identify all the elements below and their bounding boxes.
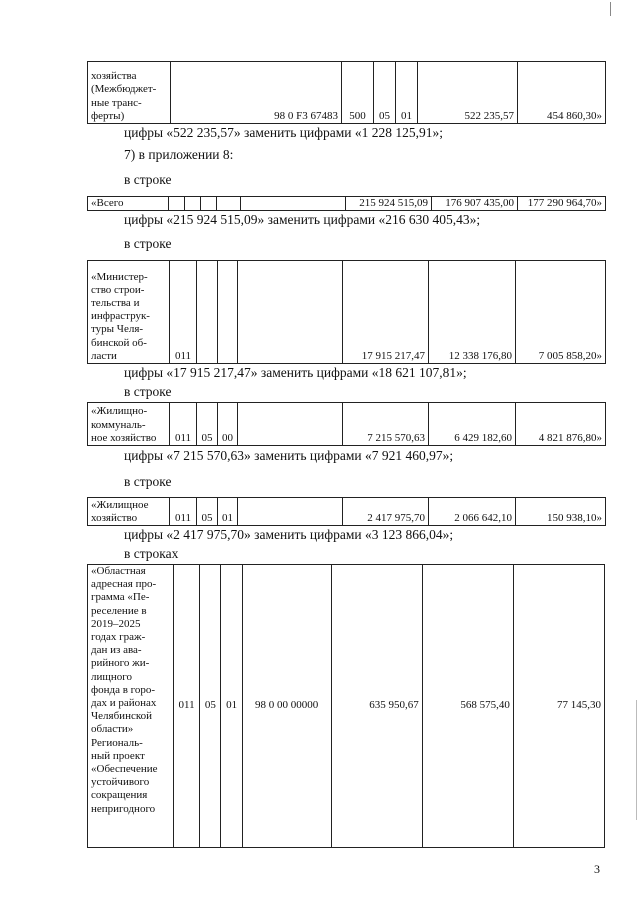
scan-mark [636,700,637,820]
gr-cell [170,498,197,526]
value-1-cell [418,62,518,124]
value-2-cell [429,403,516,446]
empty-cell [217,197,241,211]
value-2-cell [429,498,516,526]
value-1-cell [343,498,429,526]
pr-cell [218,498,238,526]
table-housing-utilities-row [87,402,606,446]
section-code: 05 [204,699,216,712]
value-2-cell [429,261,516,364]
subsection-code: 00 [222,431,233,444]
gr-cell [170,403,197,446]
value-2: 568 575,40 [460,699,510,712]
value-1-cell [343,403,429,446]
empty-cell [241,197,346,211]
row-name-cell [88,498,170,526]
empty-cell [185,197,201,211]
section-code: 05 [201,431,213,444]
paragraph-replace-3: цифры «17 915 217,47» заменить цифрами «18 621 107,81»; [124,365,467,380]
rz-cell [197,403,218,446]
value-2: 454 860,30» [547,109,602,122]
row-name: «Жилищное хозяйство [91,498,149,524]
value-2: 2 066 642,10 [454,511,512,524]
value-2-cell [518,62,606,124]
rz-cell [200,565,221,848]
row-name-cell [88,403,170,446]
empty-cell [169,197,185,211]
table-total-row [87,196,606,211]
pr-cell [396,62,418,124]
value-3: 177 290 964,70» [527,197,602,209]
paragraph-appendix-8: 7) в приложении 8: [124,147,234,162]
empty-cell [218,261,238,364]
value-2: 6 429 182,60 [454,431,512,444]
subsection-code: 01 [401,109,412,122]
row-name-cell [88,261,170,364]
value-1: 2 417 975,70 [367,511,425,524]
expense-type-code: 500 [349,109,366,122]
value-3-cell [516,403,606,446]
value-3: 4 821 876,80» [538,431,602,444]
gr-cell [173,565,199,848]
paragraph-in-row-3: в строке [124,384,172,399]
value-3-cell [518,197,606,211]
empty-cell [238,261,343,364]
row-name: «Министер- ство строи- тельства и инфраструк- туры Челя- бинской об- ласти [91,270,150,362]
value-3-cell [516,261,606,364]
vr-cell [342,62,374,124]
value-3-cell [513,565,604,848]
paragraph-replace-1: цифры «522 235,57» заменить цифрами «1 228 125,91»; [124,125,443,140]
pr-cell [218,403,238,446]
paragraph-replace-2: цифры «215 924 515,09» заменить цифрами «216 630 405,43»; [124,212,481,227]
rz-cell [197,498,218,526]
value-3: 77 145,30 [557,699,601,712]
rz-cell [374,62,396,124]
value-3-cell [516,498,606,526]
row-name-cell [88,62,171,124]
target-article-code: 98 0 F3 67483 [274,109,338,122]
subsection-code: 01 [226,699,238,712]
value-2-cell [432,197,518,211]
empty-cell [197,261,218,364]
row-name: «Областная адресная про- грамма «Пе- реселение в 2019–2025 годах граж- дан из ава- рийного жи- лищного фонда в горо- дах и районах Челябинской области» Региональ- ный проект «Обеспечение устойчивого сокращения непригодного [91,565,158,815]
value-1-cell [331,565,422,848]
value-2: 12 338 176,80 [448,349,512,362]
section-code: 05 [201,511,213,524]
target-article-cell [171,62,342,124]
paragraph-in-row-2: в строке [124,236,172,251]
paragraph-replace-4: цифры «7 215 570,63» заменить цифрами «7 921 460,97»; [124,448,454,463]
department-code: 011 [178,699,195,712]
value-1: 7 215 570,63 [367,431,425,444]
gr-cell [170,261,197,364]
value-2: 176 907 435,00 [445,197,514,209]
table-resettlement-program-row [87,564,605,848]
empty-cell [201,197,217,211]
department-code: 011 [174,511,192,524]
scan-mark [610,2,611,16]
pr-cell [221,565,242,848]
empty-cell [238,403,343,446]
paragraph-replace-5: цифры «2 417 975,70» заменить цифрами «3 123 866,04»; [124,527,454,542]
section-code: 05 [379,109,390,122]
target-article-code: 98 0 00 00000 [255,699,319,712]
value-1-cell [346,197,432,211]
row-name: хозяйства (Межбюджет- ные транс- ферты) [91,70,157,122]
subsection-code: 01 [222,511,233,524]
row-name: «Всего [91,197,124,209]
value-2-cell [422,565,513,848]
department-code: 011 [174,349,192,362]
table-ministry-row [87,260,606,364]
page-number: 3 [594,862,600,876]
paragraph-in-row-4: в строке [124,474,172,489]
value-1: 215 924 515,09 [359,197,428,209]
value-3: 150 938,10» [547,511,602,524]
empty-cell [238,498,343,526]
target-article-cell [242,565,331,848]
value-1: 522 235,57 [464,109,514,122]
table-budget-row-interbudget [87,61,606,124]
row-name: «Жилищно- коммуналь- ное хозяйство [91,405,157,444]
paragraph-in-rows: в строках [124,546,179,561]
value-1: 635 950,67 [369,699,419,712]
value-1: 17 915 217,47 [361,349,425,362]
row-name-cell [88,565,174,848]
paragraph-in-row-1: в строке [124,172,172,187]
value-1-cell [343,261,429,364]
department-code: 011 [174,431,192,444]
row-name-cell [88,197,169,211]
value-3: 7 005 858,20» [538,349,602,362]
table-housing-row [87,497,606,526]
